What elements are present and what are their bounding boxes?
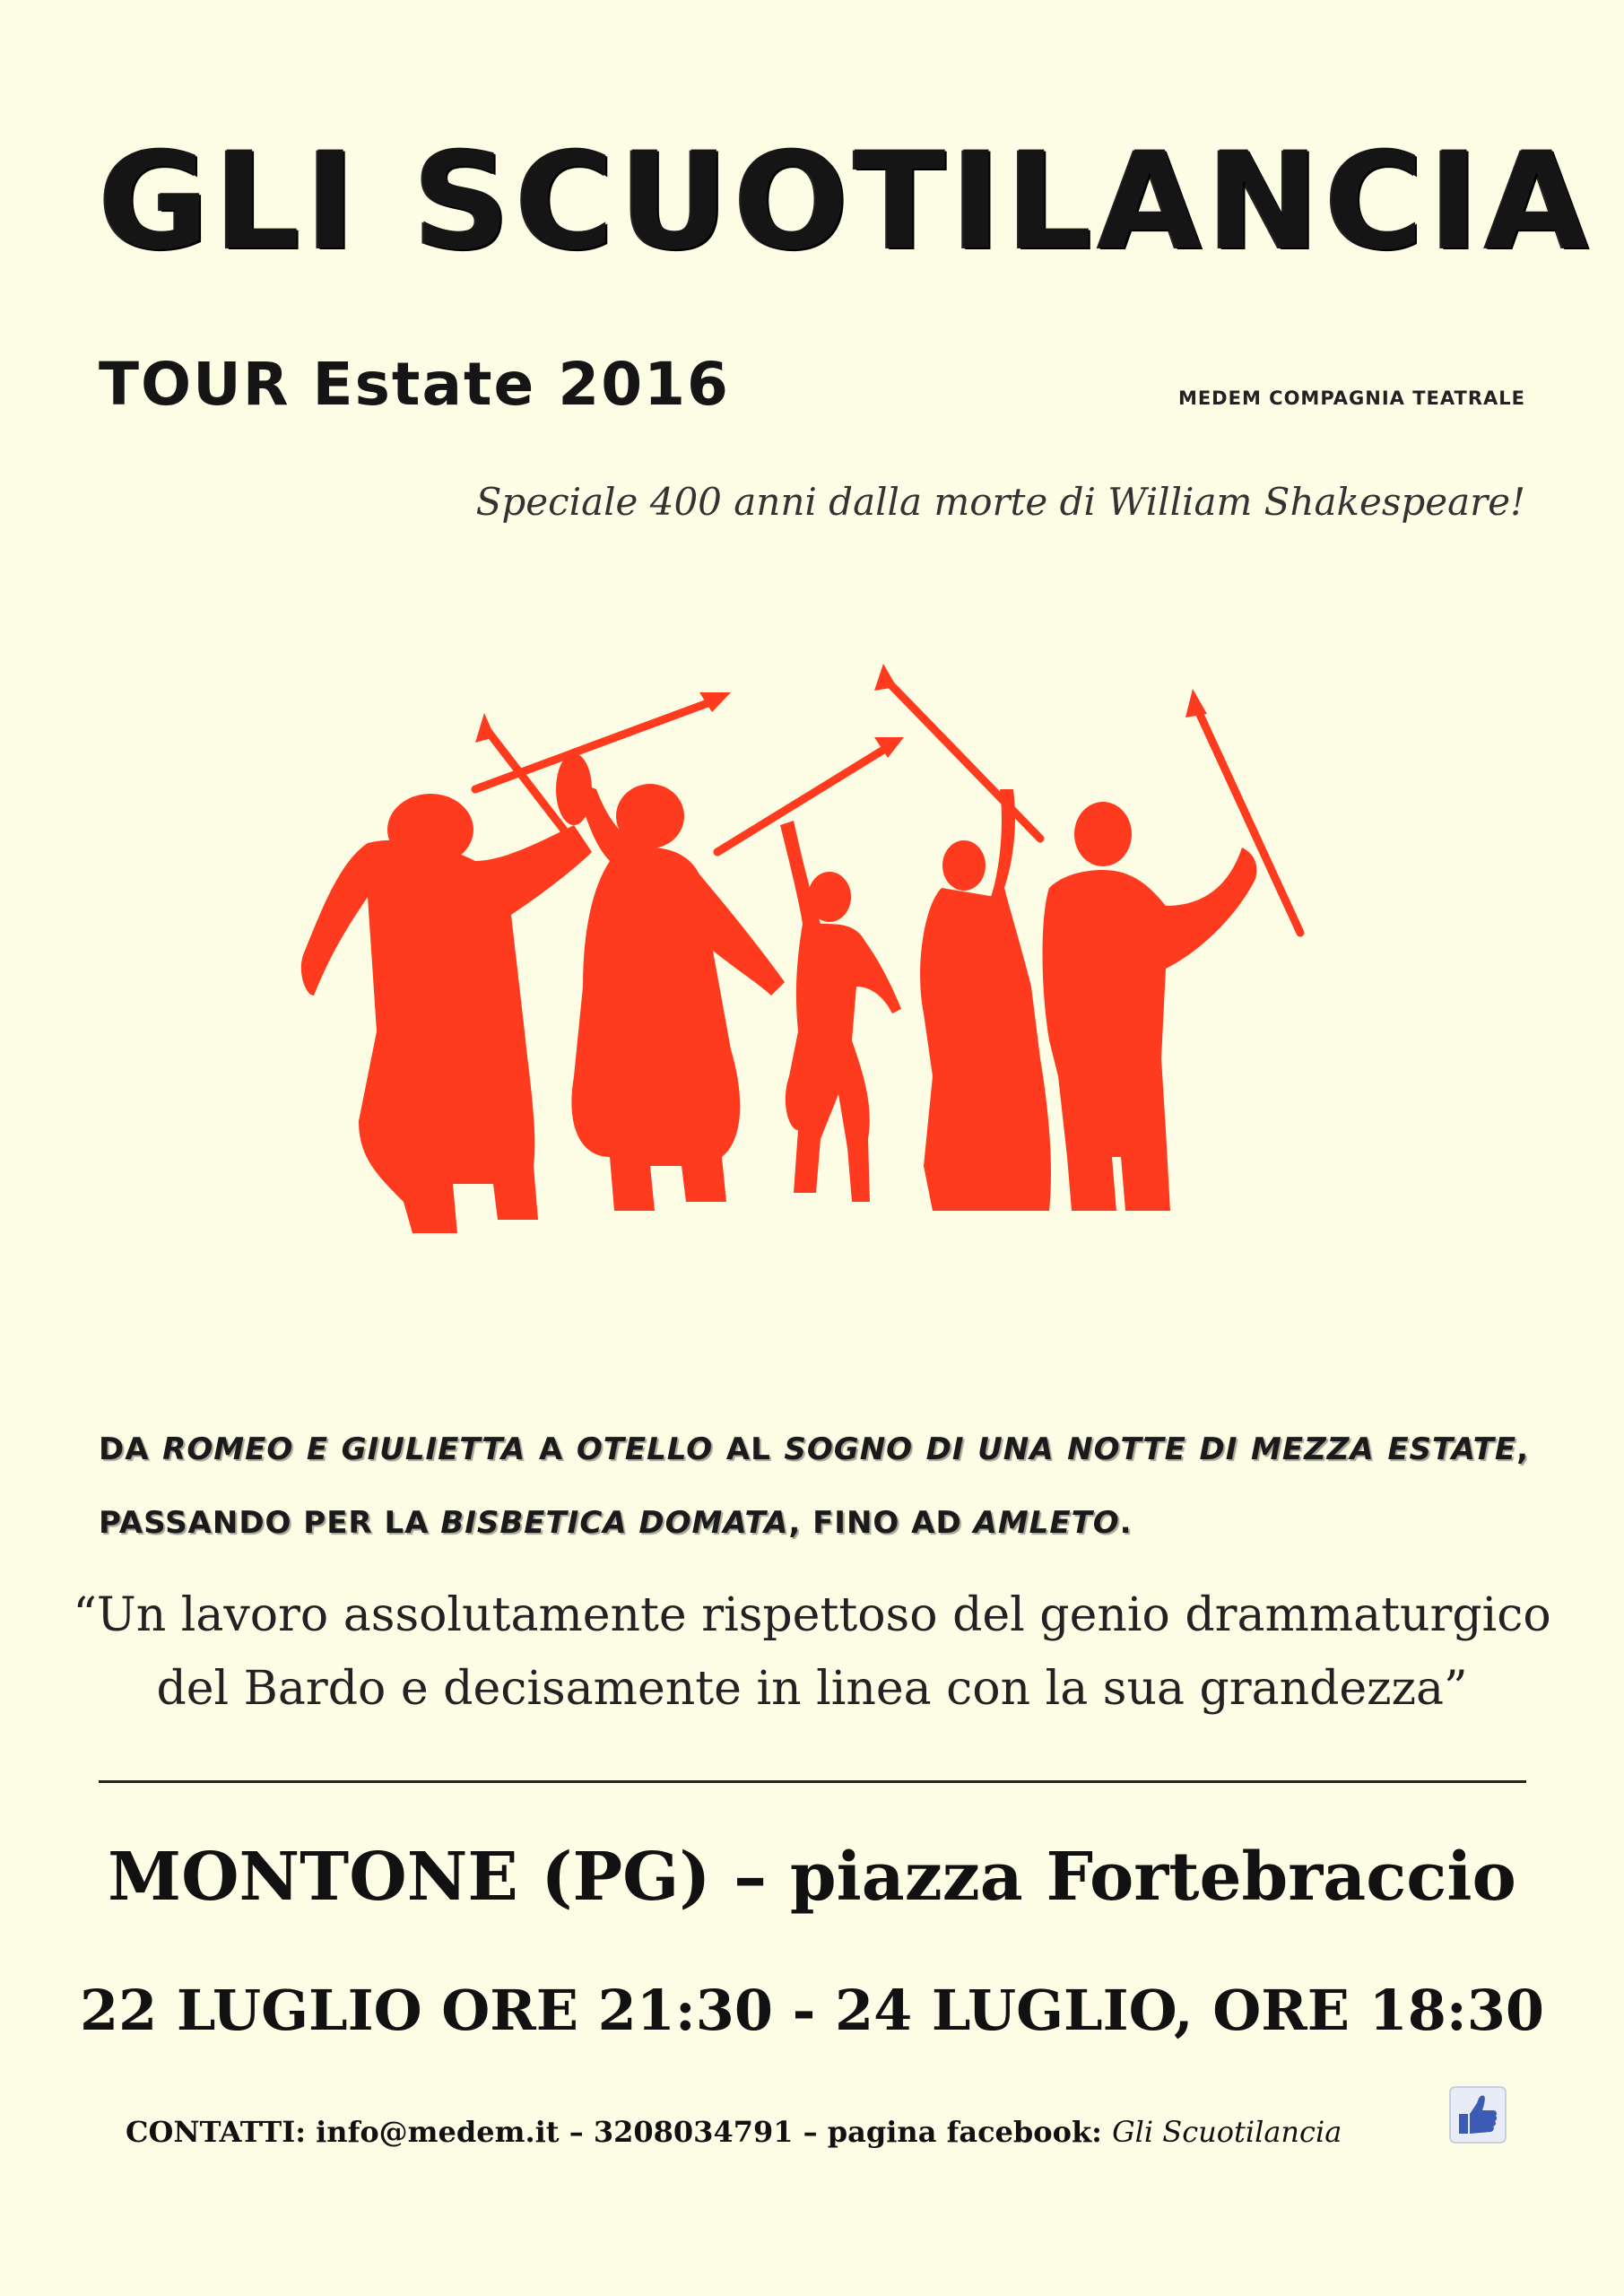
plays-fino: , FINO AD bbox=[788, 1505, 962, 1541]
plays-a: A bbox=[538, 1431, 564, 1467]
play-bisbetica-domata: BISBETICA DOMATA bbox=[440, 1505, 789, 1541]
facebook-label: pagina facebook: bbox=[827, 2115, 1102, 2149]
play-amleto: AMLETO bbox=[973, 1505, 1120, 1541]
tagline: Speciale 400 anni dalla morte di William Shakespeare! bbox=[475, 480, 1525, 524]
plays-passando: , PASSANDO PER LA bbox=[99, 1431, 1529, 1541]
thumbs-up-icon[interactable] bbox=[1448, 2085, 1507, 2144]
poster-title: GLI SCUOTILANCIA bbox=[99, 124, 1594, 280]
plays-end: . bbox=[1119, 1505, 1133, 1541]
contact-email[interactable]: info@medem.it bbox=[316, 2115, 560, 2149]
contacts-line bbox=[126, 2115, 1426, 2149]
plays-da: DA bbox=[99, 1431, 150, 1467]
plays-list bbox=[99, 1413, 1529, 1560]
divider bbox=[99, 1780, 1526, 1783]
plays-al: AL bbox=[725, 1431, 771, 1467]
facebook-page-name[interactable]: Gli Scuotilancia bbox=[1112, 2115, 1342, 2149]
review-quote: “Un lavoro assolutamente rispettoso del genio drammaturgico del Bardo e decisamente in linea con la sua grandezza” bbox=[73, 1588, 1551, 1716]
event-dates: 22 LUGLIO ORE 21:30 - 24 LUGLIO, ORE 18:30 bbox=[79, 1978, 1545, 2043]
contacts-sep-2: – bbox=[793, 2115, 828, 2149]
play-otello: OTELLO bbox=[576, 1431, 714, 1467]
contact-phone[interactable]: 3208034791 bbox=[593, 2115, 794, 2149]
event-location: MONTONE (PG) – piazza Fortebraccio bbox=[108, 1839, 1516, 1916]
contacts-label: CONTATTI: bbox=[126, 2115, 306, 2149]
contacts-sep-1: – bbox=[559, 2115, 594, 2149]
company-name: MEDEM COMPAGNIA TEATRALE bbox=[1177, 387, 1525, 409]
play-sogno: SOGNO DI UNA NOTTE DI MEZZA ESTATE bbox=[784, 1431, 1517, 1467]
play-romeo-e-giulietta: ROMEO E GIULIETTA bbox=[162, 1431, 526, 1467]
tour-subtitle: TOUR Estate 2016 bbox=[99, 350, 730, 419]
